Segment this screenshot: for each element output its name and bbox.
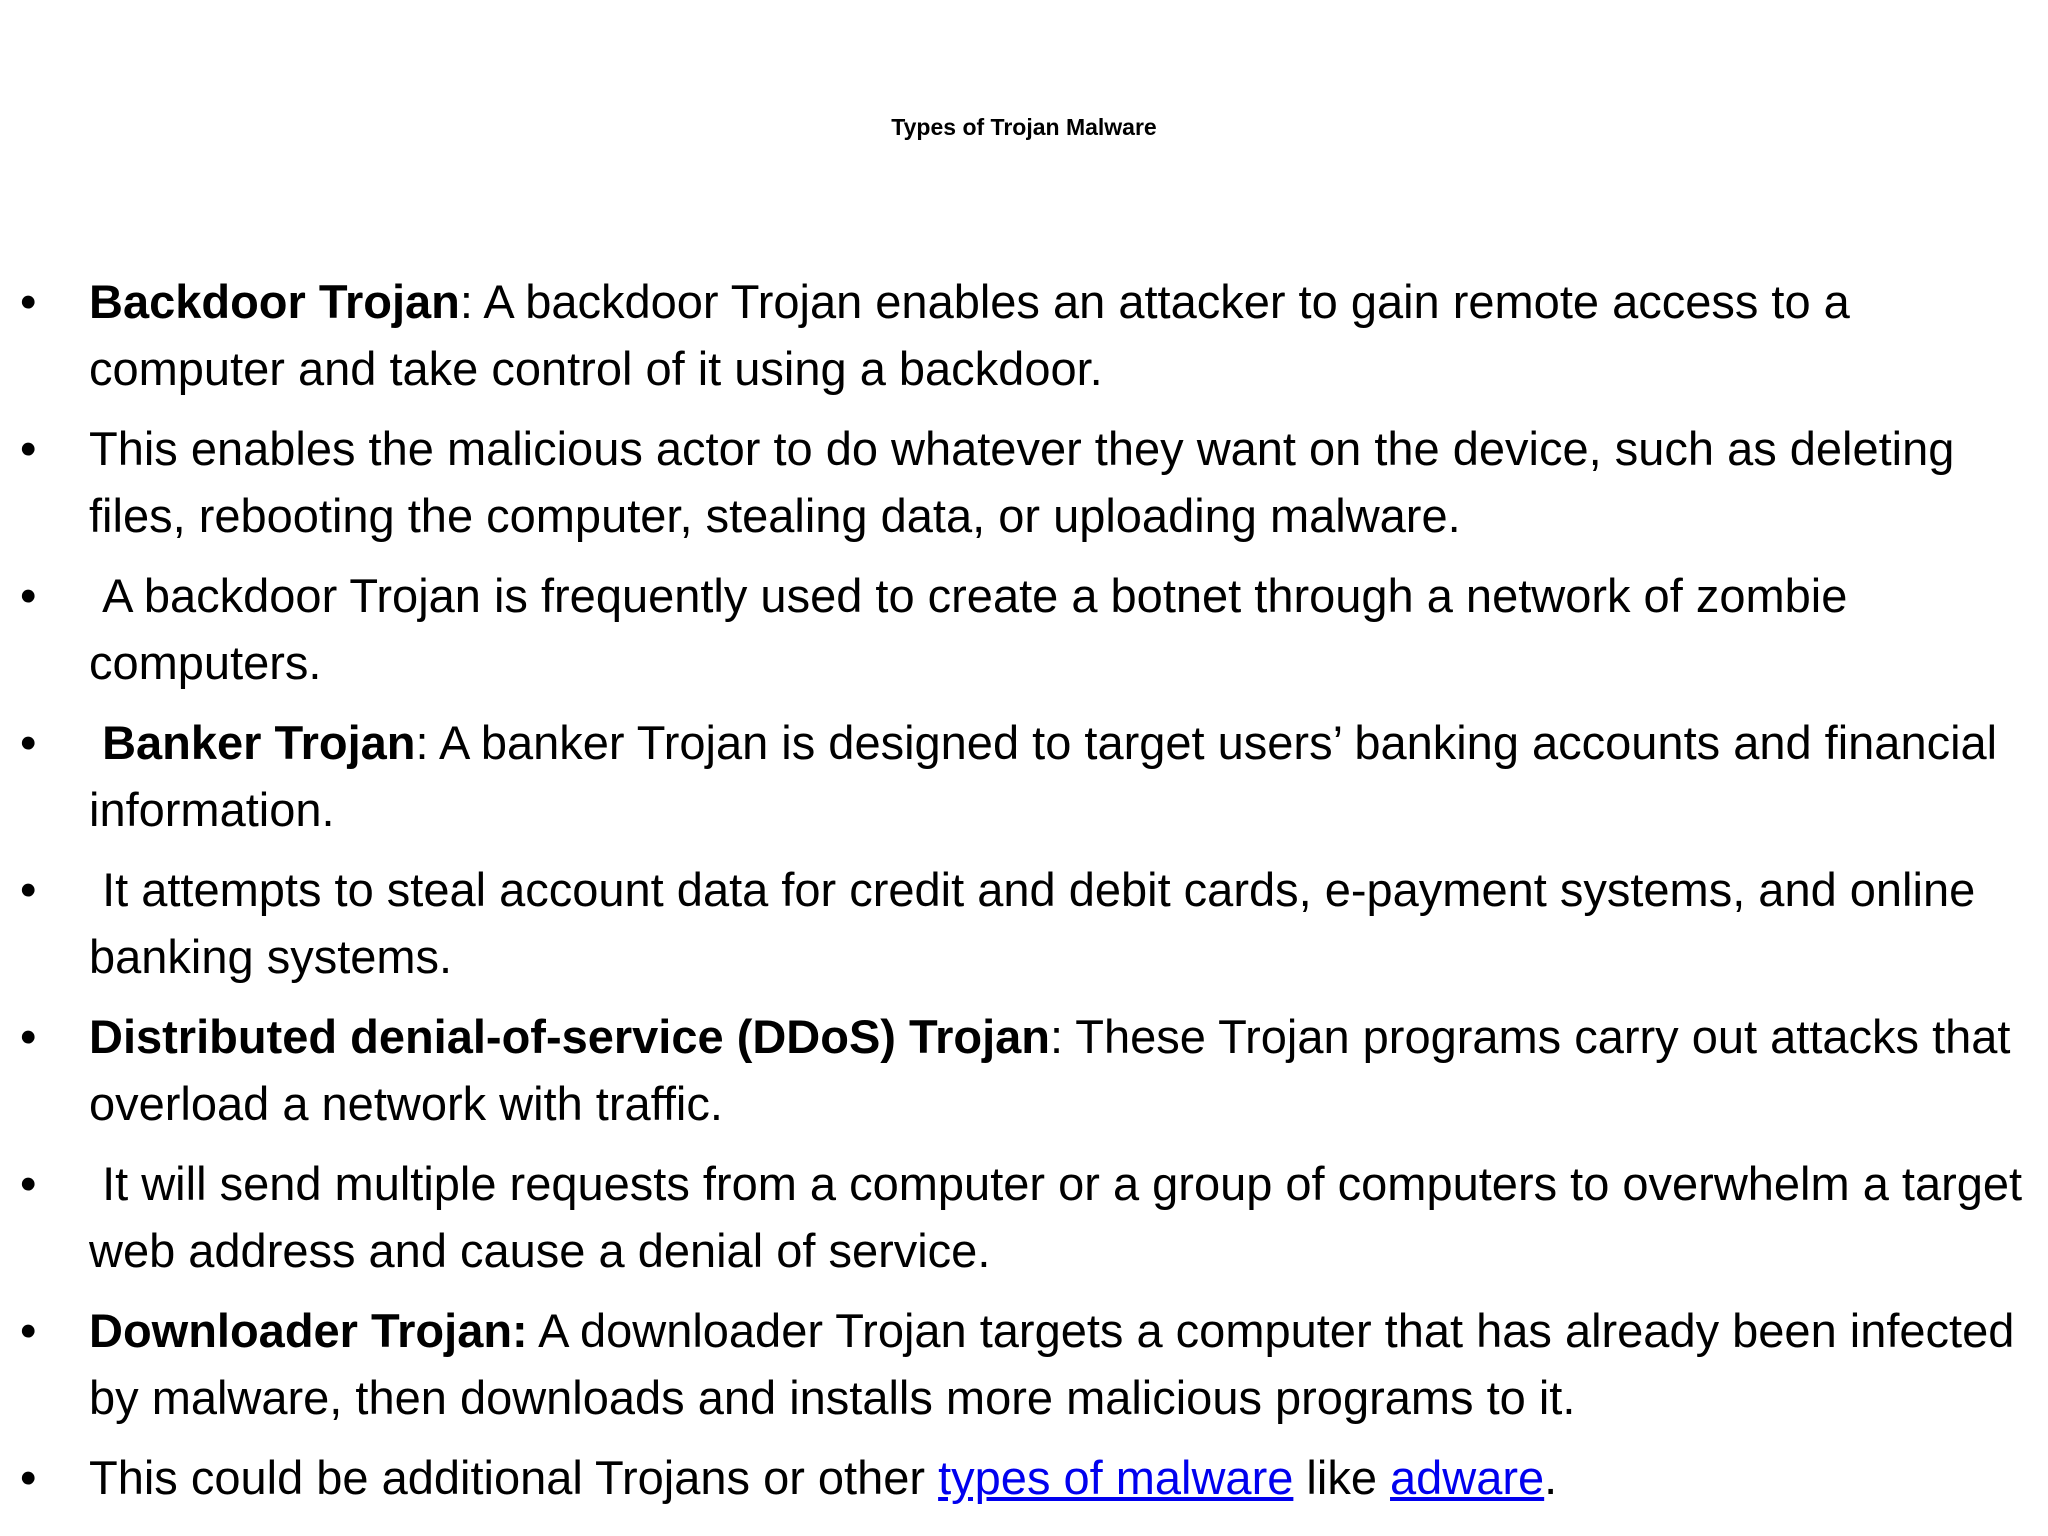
bullet-lead-space [89,716,102,769]
bullet-text: . [1544,1451,1558,1504]
bullet-text: A downloader Trojan targets a computer that has already been infected by malware, then downloads and installs more malicious programs to it. [89,1304,2015,1424]
bullet-text: This could be additional Trojans or other [89,1451,939,1504]
bullet-ddos-details [0,1150,2040,1284]
bullet-text: : A banker Trojan is designed to target users’ banking accounts and financial information. [89,716,1998,836]
bullet-downloader-details [0,1444,2040,1511]
bullet-downloader-trojan [0,1297,2040,1431]
slide-title: Types of Trojan Malware [891,114,1157,140]
types-of-malware-link[interactable]: types of malware [938,1451,1294,1504]
bullet-dot-icon: • [20,275,37,328]
bullet-text: It attempts to steal account data for credit and debit cards, e-payment systems, and online banking systems. [89,863,1989,983]
bullet-text: It will send multiple requests from a computer or a group of computers to overwhelm a target web address and cause a denial of service. [89,1157,2036,1277]
bullet-dot-icon: • [20,422,37,475]
term-ddos-trojan: Distributed denial-of-service (DDoS) Trojan [89,1010,1051,1063]
bullet-text: This enables the malicious actor to do whatever they want on the device, such as deleting files, rebooting the computer, stealing data, or uploading malware. [89,422,1955,542]
bullet-dot-icon: • [20,569,37,622]
bullet-banker-details [0,856,2040,990]
bullet-dot-icon: • [20,716,37,769]
bullet-dot-icon: • [20,863,37,916]
bullet-text: : A backdoor Trojan enables an attacker to gain remote access to a computer and take control of it using a backdoor. [89,275,1850,395]
bullet-dot-icon: • [20,1451,37,1504]
bullet-botnet [0,562,2040,696]
bullet-backdoor-trojan [0,268,2040,402]
bullet-list [0,268,2040,1524]
bullet-text: A backdoor Trojan is frequently used to create a botnet through a network of zombie computers. [89,569,1861,689]
term-downloader-trojan: Downloader Trojan: [89,1304,528,1357]
bullet-text: like [1293,1451,1391,1504]
bullet-banker-trojan [0,709,2040,843]
adware-link[interactable]: adware [1390,1451,1545,1504]
bullet-dot-icon: • [20,1157,37,1210]
bullet-dot-icon: • [20,1010,37,1063]
bullet-backdoor-capabilities [0,415,2040,549]
term-backdoor-trojan: Backdoor Trojan [89,275,460,328]
bullet-dot-icon: • [20,1304,37,1357]
bullet-ddos-trojan [0,1003,2040,1137]
bullet-text: : These Trojan programs carry out attacks that overload a network with traffic. [89,1010,2011,1130]
term-banker-trojan: Banker Trojan [102,716,416,769]
